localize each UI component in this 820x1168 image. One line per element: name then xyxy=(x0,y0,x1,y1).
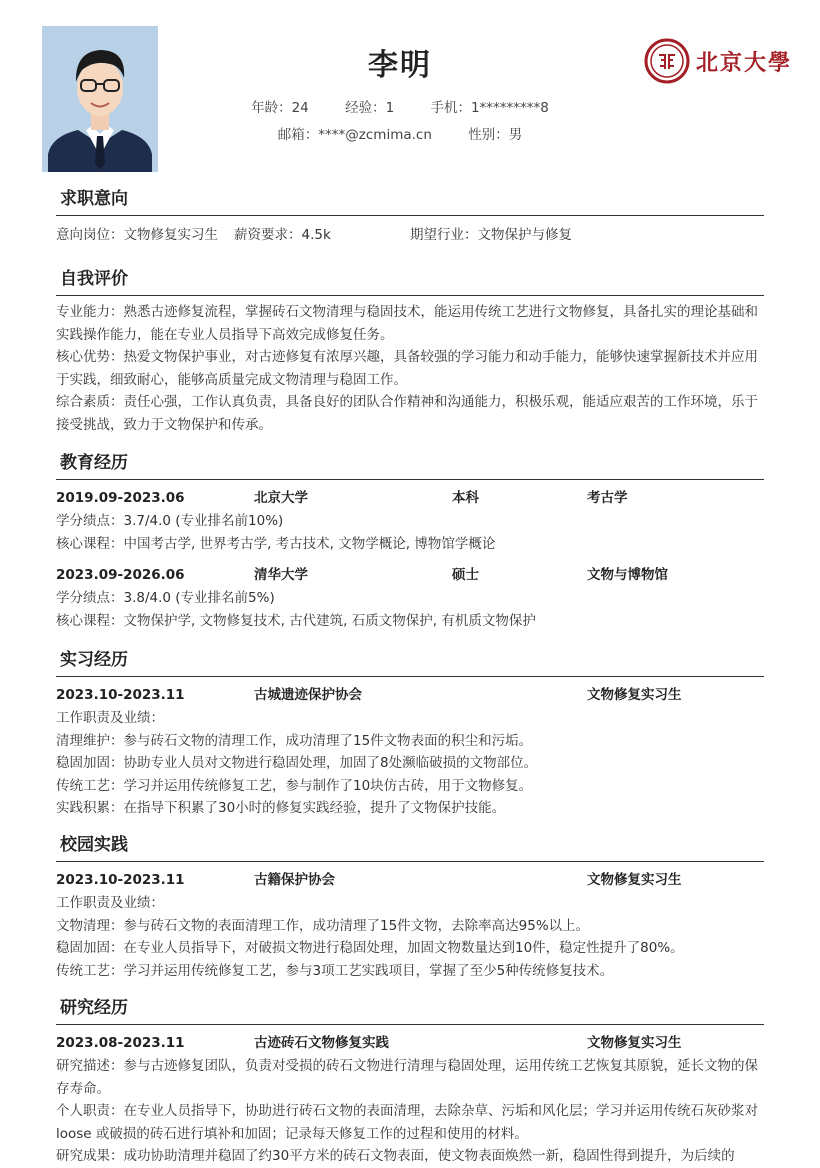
edu-courses: 核心课程：文物保护学, 文物修复技术, 古代建筑, 石质文物保护, 有机质文物保护 xyxy=(56,612,536,629)
logo-wordmark: 北京大學 xyxy=(696,49,793,76)
internship-line: 稳固加固：协助专业人员对文物进行稳固处理，加固了8处濒临破损的文物部位。 xyxy=(56,755,538,771)
internship-role: 文物修复实习生 xyxy=(587,687,682,703)
research-section xyxy=(56,997,764,1168)
campus-line: 传统工艺：学习并运用传统修复工艺，参与3项工艺实践项目，掌握了至少5种传统修复技术。 xyxy=(56,962,614,979)
university-seal-icon xyxy=(644,38,690,84)
internship-section xyxy=(56,649,764,820)
job-intent-section xyxy=(56,188,764,247)
internship-line: 传统工艺：学习并运用传统修复工艺，参与制作了10块仿古砖，用于文物修复。 xyxy=(56,777,533,794)
education-section xyxy=(56,452,764,632)
intent-position: 意向岗位：文物修复实习生 xyxy=(56,227,218,243)
campus-org: 古籍保护协会 xyxy=(254,872,335,888)
research-date: 2023.08-2023.11 xyxy=(56,1035,185,1051)
section-title: 自我评价 xyxy=(56,268,764,296)
candidate-name: 李明 xyxy=(368,48,432,83)
education-entry xyxy=(56,486,764,555)
university-logo xyxy=(644,36,792,86)
self-evaluation-section xyxy=(56,268,764,436)
internship-line: 清理维护：参与砖石文物的清理工作，成功清理了15件文物表面的积尘和污垢。 xyxy=(56,732,533,749)
gender-field: 性别：男 xyxy=(468,127,523,143)
self-eval-paragraph: 综合素质：责任心强，工作认真负责，具备良好的团队合作精神和沟通能力，积极乐观，能适应艰苦的工作环境，乐于接受挑战，致力于文物保护和传承。 xyxy=(56,394,758,433)
edu-gpa: 学分绩点：3.7/4.0 (专业排名前10%) xyxy=(56,513,284,529)
campus-line: 文物清理：参与砖石文物的表面清理工作，成功清理了15件文物，去除率高达95%以上。 xyxy=(56,917,590,934)
research-role: 文物修复实习生 xyxy=(587,1035,682,1051)
intent-salary: 薪资要求：4.5k xyxy=(234,227,331,243)
basic-info-row-1 xyxy=(0,96,800,116)
section-title: 研究经历 xyxy=(56,997,764,1025)
edu-gpa: 学分绩点：3.8/4.0 (专业排名前5%) xyxy=(56,590,275,606)
email-field: 邮箱：****@zcmima.cn xyxy=(277,127,432,143)
campus-line: 稳固加固：在专业人员指导下，对破损文物进行稳固处理，加固文物数量达到10件，稳定性提升了80%。 xyxy=(56,940,684,956)
edu-date: 2019.09-2023.06 xyxy=(56,490,185,506)
basic-info-row-2 xyxy=(0,123,800,143)
edu-school: 清华大学 xyxy=(254,567,308,583)
section-title: 校园实践 xyxy=(56,834,764,862)
section-title: 实习经历 xyxy=(56,649,764,677)
research-line: 研究描述：参与古迹修复团队，负责对受损的砖石文物进行清理与稳固处理，运用传统工艺恢复其原貌，延长文物的保存寿命。 xyxy=(56,1058,758,1097)
edu-date: 2023.09-2026.06 xyxy=(56,567,185,583)
section-title: 教育经历 xyxy=(56,452,764,480)
experience-field: 经验：1 xyxy=(345,100,395,116)
internship-org: 古城遗迹保护协会 xyxy=(254,687,362,703)
research-line: 个人职责：在专业人员指导下，协助进行砖石文物的表面清理，去除杂草、污垢和风化层；学习并运用传统石灰砂浆对 loose 或破损的砖石进行填补和加固；记录每天修复工作的过程和使用的材料。 xyxy=(56,1103,758,1142)
edu-degree: 硕士 xyxy=(452,567,479,583)
edu-degree: 本科 xyxy=(452,490,479,506)
internship-line: 实践积累：在指导下积累了30小时的修复实践经验，提升了文物保护技能。 xyxy=(56,800,506,816)
campus-line: 工作职责及业绩： xyxy=(56,895,164,911)
campus-role: 文物修复实习生 xyxy=(587,872,682,888)
section-title: 求职意向 xyxy=(56,188,764,216)
internship-line: 工作职责及业绩： xyxy=(56,710,164,726)
edu-courses: 核心课程：中国考古学, 世界考古学, 考古技术, 文物学概论, 博物馆学概论 xyxy=(56,535,496,552)
phone-field: 手机：1*********8 xyxy=(430,100,549,116)
edu-major: 文物与博物馆 xyxy=(587,567,668,583)
campus-practice-section xyxy=(56,834,764,982)
research-line: 研究成果：成功协助清理并稳固了约30平方米的砖石文物表面，使文物表面焕然一新，稳固性得到提升，为后续的 xyxy=(56,1148,735,1164)
self-eval-paragraph: 核心优势：热爱文物保护事业，对古迹修复有浓厚兴趣，具备较强的学习能力和动手能力，能够快速掌握新技术并应用于实践，细致耐心，能够高质量完成文物清理与稳固工作。 xyxy=(56,349,758,388)
self-eval-paragraph: 专业能力：熟悉古迹修复流程，掌握砖石文物清理与稳固技术，能运用传统工艺进行文物修复，具备扎实的理论基础和实践操作能力，能在专业人员指导下高效完成修复任务。 xyxy=(56,304,758,343)
edu-major: 考古学 xyxy=(587,490,628,506)
internship-date: 2023.10-2023.11 xyxy=(56,687,185,703)
intent-industry: 期望行业：文物保护与修复 xyxy=(410,227,572,243)
age-field: 年龄：24 xyxy=(251,100,309,116)
education-entry xyxy=(56,563,764,632)
edu-school: 北京大学 xyxy=(254,490,308,506)
intent-row xyxy=(56,224,764,247)
research-project: 古迹砖石文物修复实践 xyxy=(254,1035,389,1051)
campus-date: 2023.10-2023.11 xyxy=(56,872,185,888)
